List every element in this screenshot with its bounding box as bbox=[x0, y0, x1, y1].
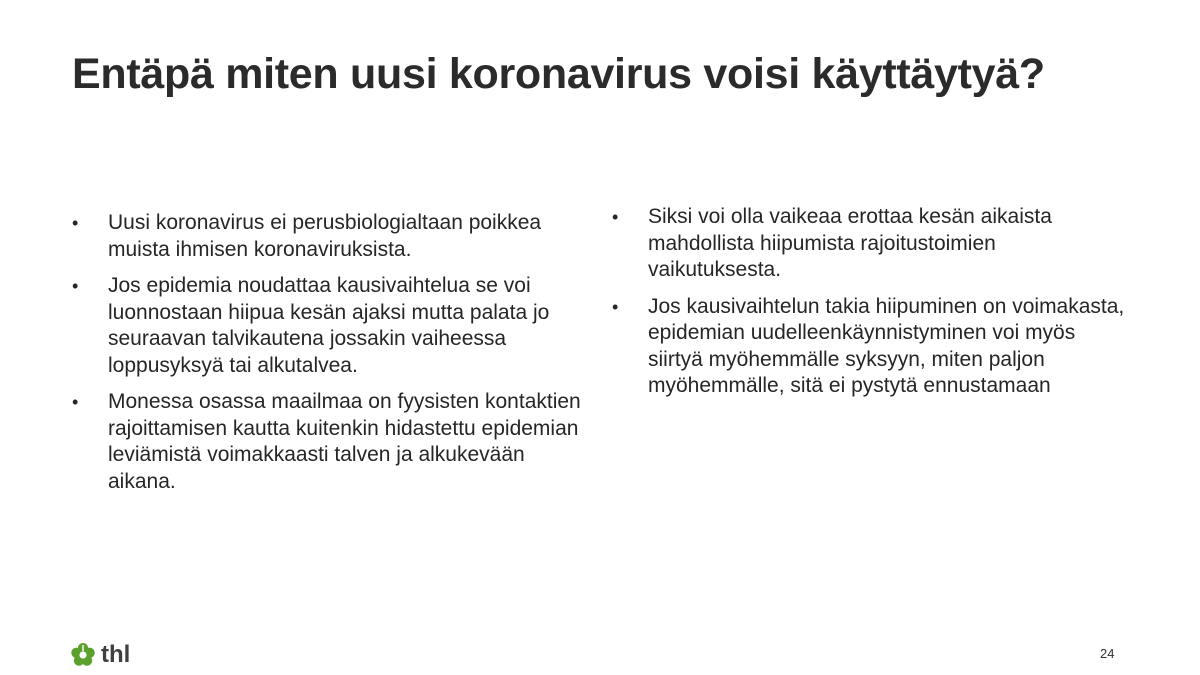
bullet-item bbox=[72, 210, 592, 263]
bullet-item bbox=[612, 294, 1132, 400]
bullet-marker: • bbox=[612, 296, 619, 317]
left-bullet-list bbox=[72, 210, 592, 505]
flower-icon bbox=[70, 642, 96, 668]
thl-logo bbox=[70, 640, 130, 670]
bullet-marker: • bbox=[72, 276, 79, 296]
bullet-marker: • bbox=[612, 207, 619, 227]
bullet-text: Monessa osassa maailmaa on fyysisten kontaktien rajoittamisen kautta kuitenkin hidastettu epidemian leviämistä voimakkaasti talven ja alkukevään aikana. bbox=[108, 390, 581, 493]
logo-text: thl bbox=[101, 641, 131, 668]
bullet-text: Uusi koronavirus ei perusbiologialtaan poikkea muista ihmisen koronaviruksista. bbox=[108, 211, 542, 261]
slide-title: Entäpä miten uusi koronavirus voisi käyttäytyä? bbox=[72, 50, 1045, 98]
bullet-item bbox=[612, 204, 1132, 284]
bullet-text: Siksi voi olla vaikeaa erottaa kesän aikaista mahdollista hiipumista rajoitustoimien vaikutuksesta. bbox=[648, 205, 1052, 281]
bullet-item bbox=[72, 273, 592, 379]
bullet-text: Jos kausivaihtelun takia hiipuminen on voimakasta, epidemian uudelleenkäynnistyminen voi myös siirtyä myöhemmälle syksyyn, miten paljon myöhemmälle, sitä ei pystytä ennustamaan bbox=[648, 294, 1125, 397]
bullet-marker: • bbox=[72, 213, 79, 233]
right-bullet-list bbox=[612, 204, 1132, 410]
bullet-item bbox=[72, 389, 592, 495]
bullet-text: Jos epidemia noudattaa kausivaihtelua se voi luonnostaan hiipua kesän ajaksi mutta palata jo seuraavan talvikautena jossakin vaiheessa loppusyksyä tai alkutalvea. bbox=[108, 274, 550, 377]
bullet-marker: • bbox=[72, 392, 79, 412]
page-number: 24 bbox=[1100, 646, 1115, 661]
